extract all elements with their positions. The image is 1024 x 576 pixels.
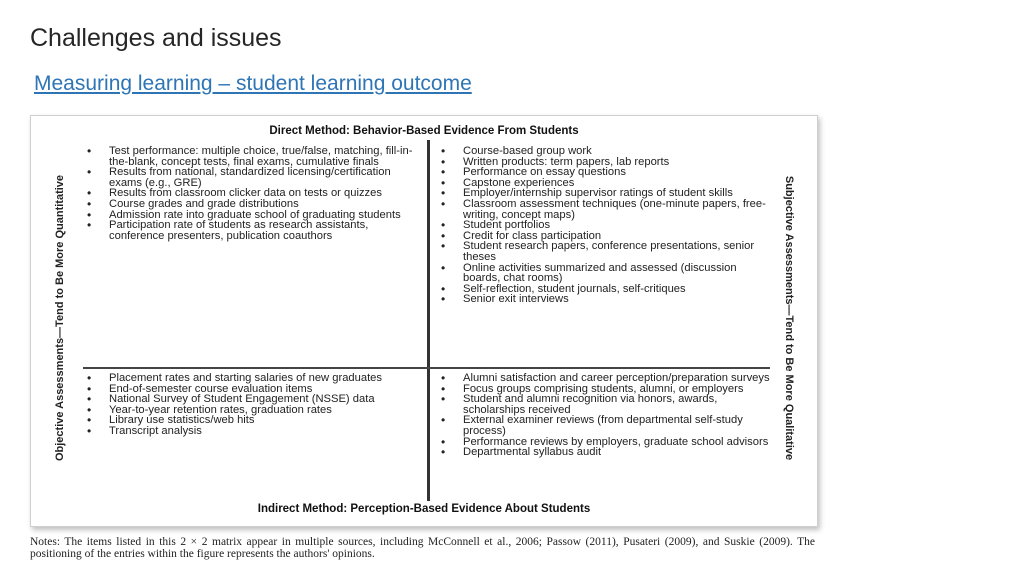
- list-item: • Course grades and grade distributions: [85, 199, 415, 210]
- assessment-matrix-figure: [30, 115, 818, 527]
- figure-notes: Notes: The items listed in this 2 × 2 matrix appear in multiple sources, including McConnell et al., 2006; Passow (2011), Pusateri (2009), and Suskie (2009). The positioning of the entries within the figure represents the authors' opinions.: [30, 536, 815, 560]
- list-item: • Participation rate of students as research assistants, conference presenters, publication coauthors: [85, 220, 415, 241]
- list-item: • Transcript analysis: [85, 426, 415, 437]
- horizontal-divider: [83, 367, 770, 369]
- vertical-divider: [427, 140, 430, 501]
- list-item: • Admission rate into graduate school of graduating students: [85, 210, 415, 221]
- list-item: • National Survey of Student Engagement (NSSE) data: [85, 394, 415, 405]
- list-item: • Student and alumni recognition via honors, awards, scholarships received: [439, 394, 774, 415]
- list-item: • Results from classroom clicker data on tests or quizzes: [85, 188, 415, 199]
- right-axis-label: Subjective Assessments—Tend to Be More Qualitative: [783, 175, 795, 461]
- quadrant-bottom-left: [85, 373, 415, 437]
- list-item: • Student research papers, conference presentations, senior theses: [439, 241, 774, 262]
- list-item: • Course-based group work: [439, 146, 774, 157]
- list-item: • Senior exit interviews: [439, 294, 774, 305]
- list-item: • Year-to-year retention rates, graduation rates: [85, 405, 415, 416]
- top-header: Direct Method: Behavior-Based Evidence From Students: [269, 125, 579, 137]
- list-item: • Library use statistics/web hits: [85, 415, 415, 426]
- left-axis-label: Objective Assessments—Tend to Be More Quantitative: [54, 174, 66, 462]
- list-item: • Classroom assessment techniques (one-minute papers, free-writing, concept maps): [439, 199, 774, 220]
- list-item: • Results from national, standardized licensing/certification exams (e.g., GRE): [85, 167, 415, 188]
- list-item: • Alumni satisfaction and career perception/preparation surveys: [439, 373, 774, 384]
- slide-title: Challenges and issues: [30, 24, 282, 52]
- list-item: • Online activities summarized and assessed (discussion boards, chat rooms): [439, 263, 774, 284]
- quadrant-top-right: [439, 146, 774, 305]
- list-item: • Focus groups comprising students, alumni, or employers: [439, 384, 774, 395]
- slide-subtitle-link[interactable]: Measuring learning – student learning outcome: [34, 72, 472, 95]
- list-item: • Capstone experiences: [439, 178, 774, 189]
- list-item: • Placement rates and starting salaries of new graduates: [85, 373, 415, 384]
- list-item: • Student portfolios: [439, 220, 774, 231]
- list-item: • Departmental syllabus audit: [439, 447, 774, 458]
- quadrant-top-left: [85, 146, 415, 241]
- bottom-header: Indirect Method: Perception-Based Evidence About Students: [257, 503, 591, 515]
- list-item: • External examiner reviews (from departmental self-study process): [439, 415, 774, 436]
- list-item: • Credit for class participation: [439, 231, 774, 242]
- list-item: • Employer/internship supervisor ratings of student skills: [439, 188, 774, 199]
- quadrant-bottom-right: [439, 373, 774, 458]
- list-item: • Test performance: multiple choice, true/false, matching, fill-in-the-blank, concept tests, final exams, cumulative finals: [85, 146, 415, 167]
- list-item: • End-of-semester course evaluation items: [85, 384, 415, 395]
- list-item: • Performance on essay questions: [439, 167, 774, 178]
- list-item: • Performance reviews by employers, graduate school advisors: [439, 437, 774, 448]
- list-item: • Written products: term papers, lab reports: [439, 157, 774, 168]
- list-item: • Self-reflection, student journals, self-critiques: [439, 284, 774, 295]
